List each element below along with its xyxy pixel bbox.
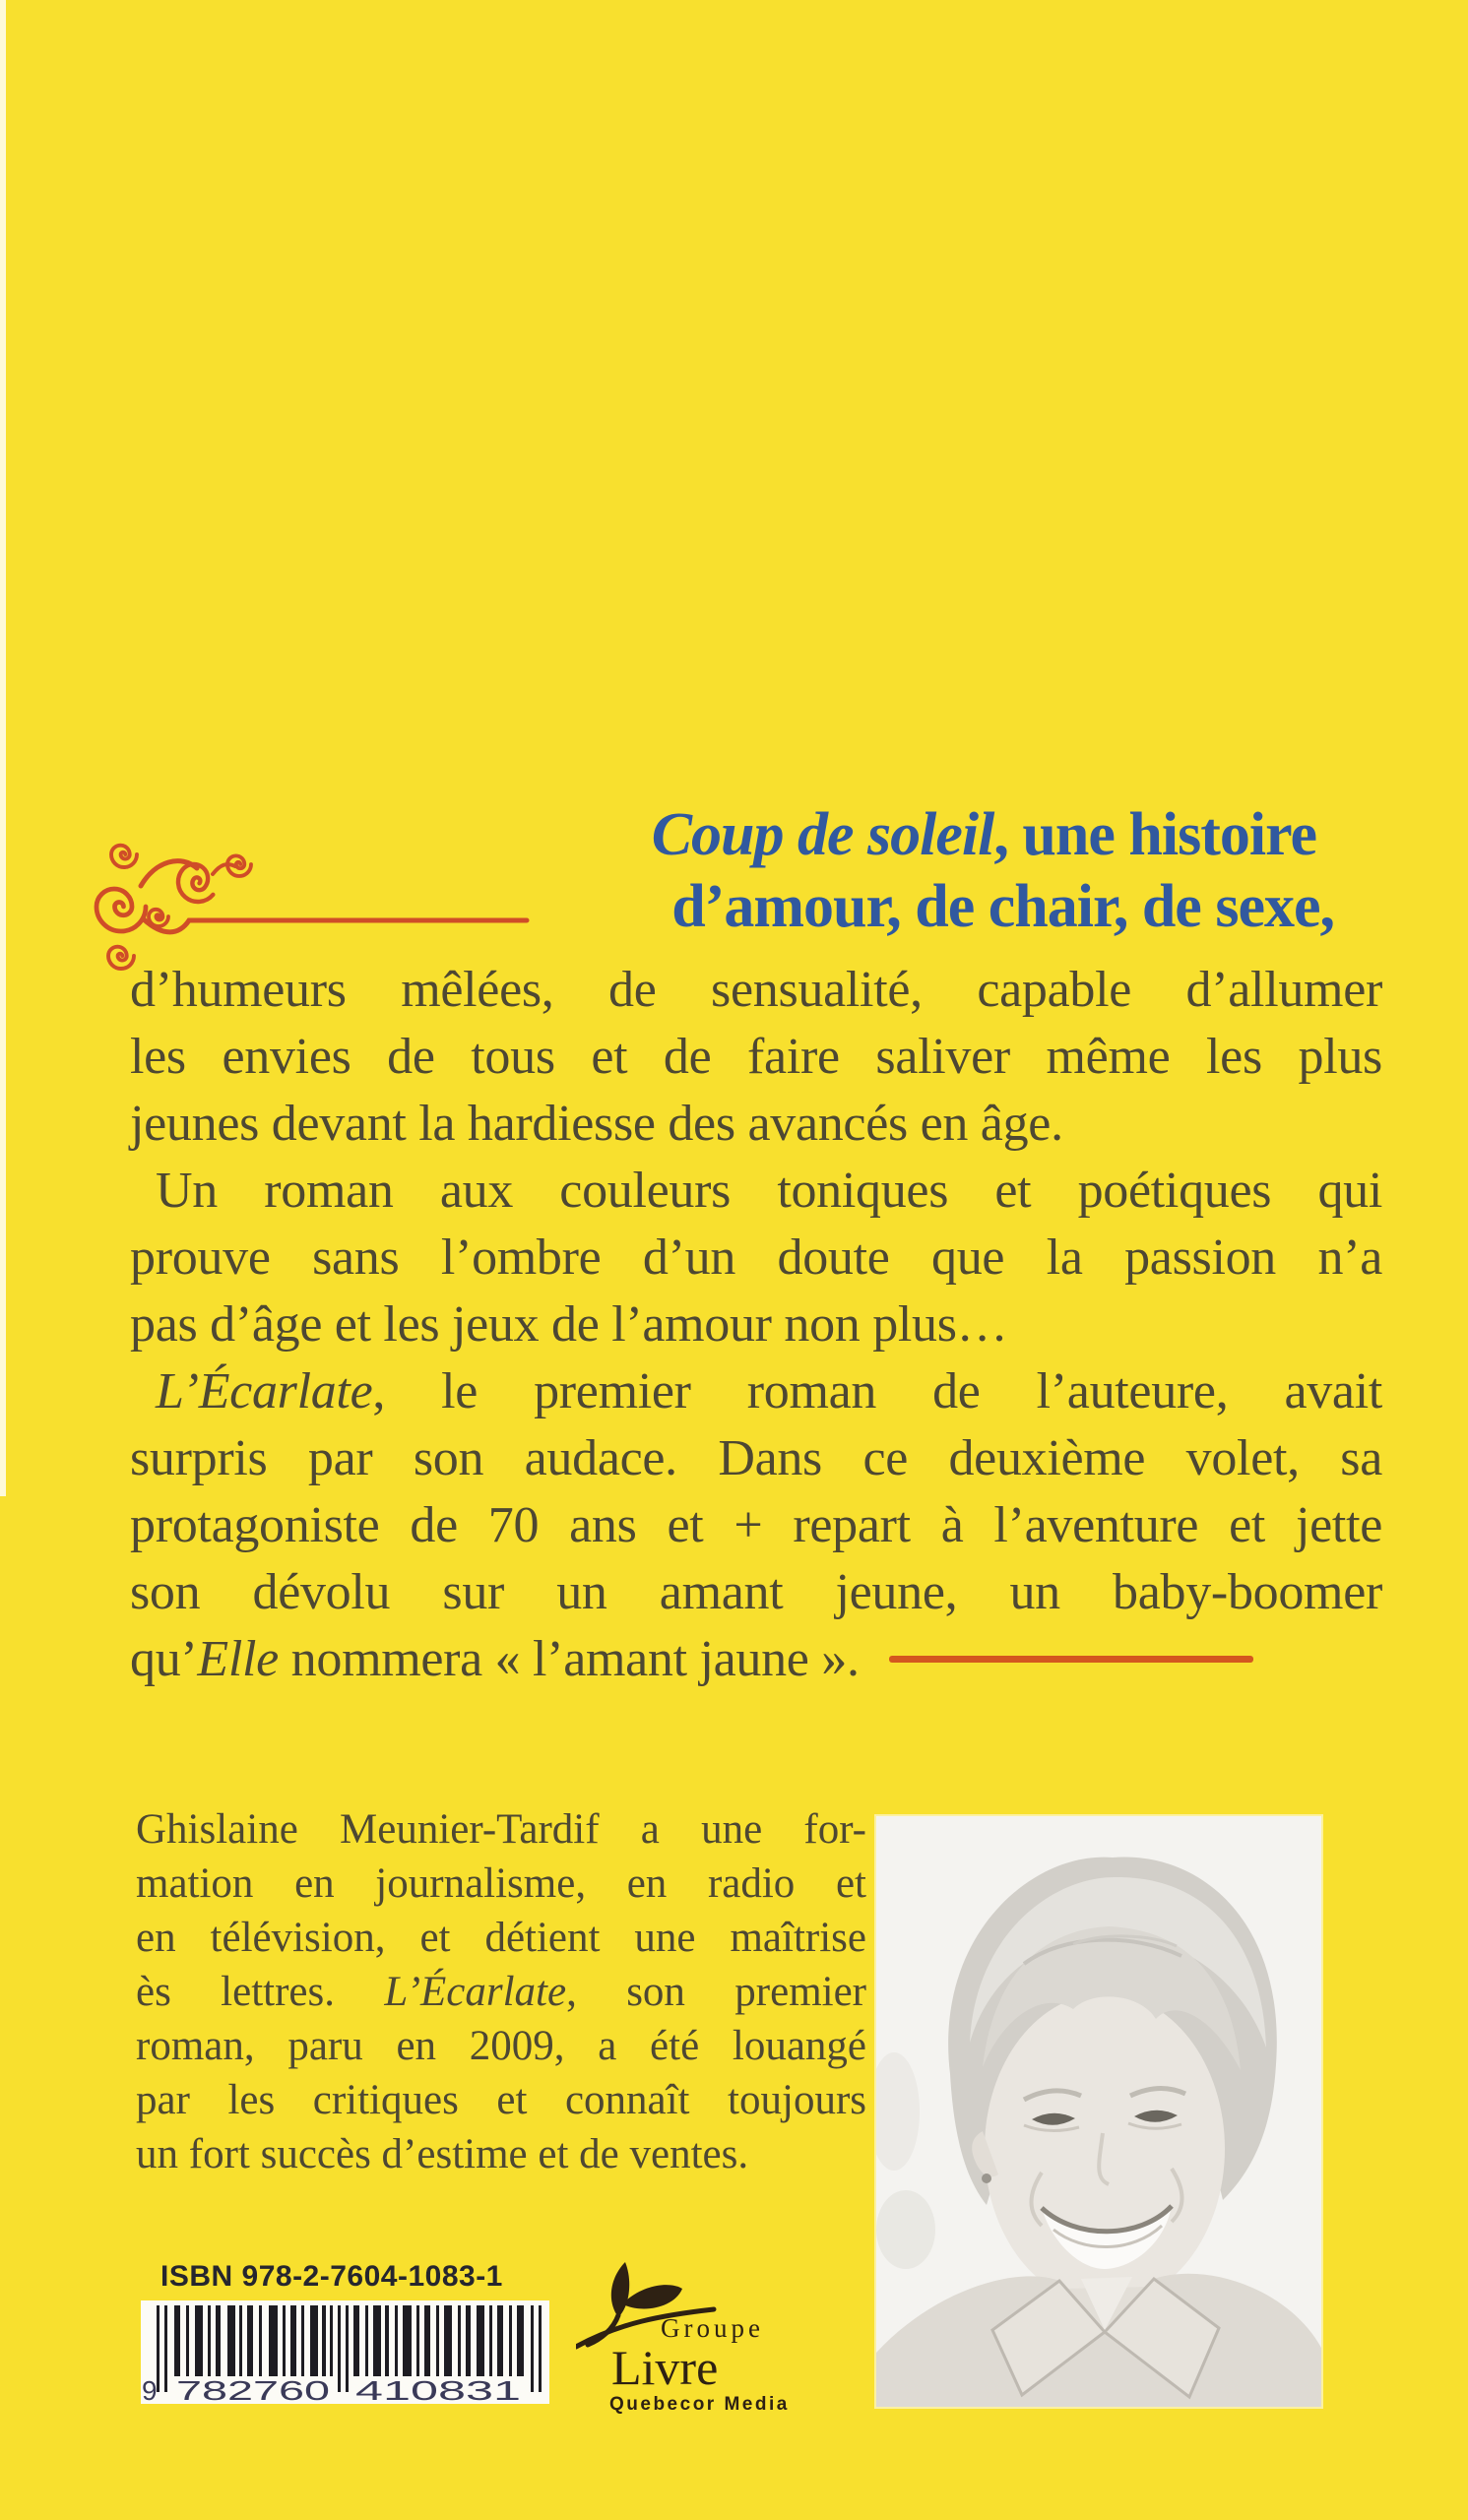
barcode — [141, 2300, 549, 2404]
text-line: jeunes devant la hardiesse des avancés en âge. — [130, 1096, 1063, 1152]
decorative-rule — [889, 1656, 1253, 1663]
body-text — [130, 957, 1382, 1693]
text-line: Coup de soleil, une histoire — [651, 801, 1316, 868]
text-line: prouve sans l’ombre d’un doute que la passion n’a — [130, 1229, 1382, 1286]
text-line: un fort succès d’estime et de ventes. — [136, 2131, 749, 2177]
text-line: d’amour, de chair, de sexe, — [671, 873, 1334, 940]
barcode-digits-group1: 782760 — [176, 2375, 330, 2404]
text-line: pas d’âge et les jeux de l’amour non plus… — [130, 1296, 1008, 1353]
barcode-digits-group2: 410831 — [355, 2375, 521, 2404]
text-line: L’Écarlate, le premier roman de l’auteure, avait — [156, 1363, 1382, 1419]
text-line: en télévision, et détient une maîtrise — [136, 1915, 866, 1961]
author-photo — [876, 1816, 1321, 2407]
text-line: qu’Elle nommera « l’amant jaune ». — [130, 1626, 1382, 1693]
scan-edge — [0, 0, 6, 1496]
headline — [473, 799, 1334, 943]
text-line: son dévolu sur un amant jeune, un baby-boomer — [130, 1564, 1382, 1620]
barcode-digit-lead: 9 — [142, 2375, 158, 2404]
text-line: d’humeurs mêlées, de sensualité, capable d’allumer — [130, 962, 1382, 1018]
publisher-logo — [576, 2256, 871, 2424]
logo-name-label: Livre — [611, 2340, 719, 2395]
text-line: par les critiques et connaît toujours — [136, 2077, 866, 2123]
text-line: mation en journalisme, en radio et — [136, 1860, 866, 1907]
text-line: ès lettres. L’Écarlate, son premier — [136, 1969, 866, 2015]
author-bio — [136, 1802, 866, 2181]
logo-group-label: Groupe — [661, 2313, 764, 2343]
logo-subtitle-label: Quebecor Media — [609, 2394, 790, 2415]
text-line: protagoniste de 70 ans et + repart à l’aventure et jette — [130, 1497, 1382, 1553]
portrait-illustration — [876, 1816, 1321, 2407]
text-line: Ghislaine Meunier-Tardif a une for- — [136, 1806, 866, 1853]
text-line: Un roman aux couleurs toniques et poétiques qui — [156, 1163, 1382, 1219]
text-line: surpris par son audace. Dans ce deuxième volet, sa — [130, 1430, 1382, 1486]
text-line: roman, paru en 2009, a été louangé — [136, 2023, 866, 2069]
text-line: les envies de tous et de faire saliver même les plus — [130, 1029, 1382, 1085]
isbn-label: ISBN 978-2-7604-1083-1 — [160, 2260, 503, 2293]
